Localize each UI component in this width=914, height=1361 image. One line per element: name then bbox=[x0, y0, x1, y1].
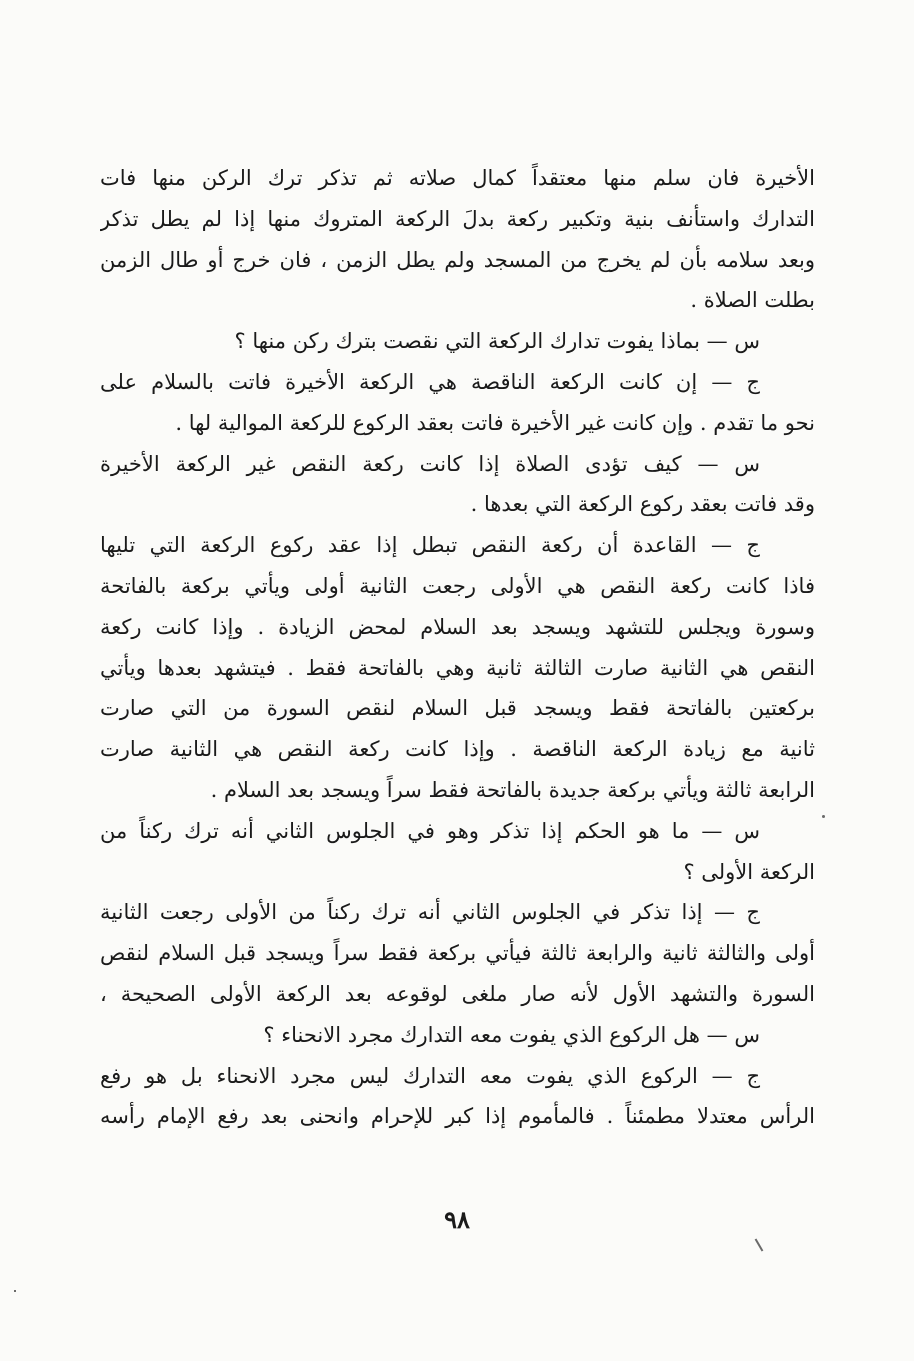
text-line: ج — إذا تذكر في الجلوس الثاني أنه ترك ركناً من الأولى رجعت الثانية bbox=[100, 900, 760, 925]
text-line: وبعد سلامه بأن لم يخرج من المسجد ولم يطل الزمن ، فان خرج أو طال الزمن bbox=[100, 247, 815, 272]
text-line: بطلت الصلاة . bbox=[690, 288, 815, 313]
text-line: أولى والثالثة ثانية والرابعة ثالثة فيأتي بركعة فقط سراً ويسجد قبل السلام لنقص bbox=[100, 941, 815, 966]
text-line: الرابعة ثالثة ويأتي بركعة جديدة بالفاتحة فقط سراً ويسجد بعد السلام . bbox=[210, 777, 815, 802]
text-line: س — ما هو الحكم إذا تذكر وهو في الجلوس الثاني أنه ترك ركناً من bbox=[100, 818, 760, 843]
text-line: ثانية مع زيادة الركعة الناقصة . وإذا كانت ركعة النقص هي الثانية صارت bbox=[100, 737, 815, 762]
text-line: وسورة ويجلس للتشهد ويسجد بعد السلام لمحض الزيادة . وإذا كانت ركعة bbox=[100, 614, 815, 639]
text-line: س — بماذا يفوت تدارك الركعة التي نقصت بترك ركن منها ؟ bbox=[234, 329, 760, 354]
text-line: ج — القاعدة أن ركعة النقص تبطل إذا عقد ركوع الركعة التي تليها bbox=[100, 533, 760, 558]
scan-speck bbox=[822, 815, 825, 818]
text-line: وقد فاتت بعقد ركوع الركعة التي بعدها . bbox=[470, 492, 815, 517]
text-line: نحو ما تقدم . وإن كانت غير الأخيرة فاتت بعقد الركوع للركعة الموالية لها . bbox=[175, 410, 815, 435]
text-line: الرأس معتدلا مطمئناً . فالمأموم إذا كبر للإحرام وانحنى بعد رفع الإمام رأسه bbox=[100, 1104, 815, 1129]
text-line: س — كيف تؤدى الصلاة إذا كانت ركعة النقص غير الركعة الأخيرة bbox=[100, 451, 760, 476]
text-line: ج — الركوع الذي يفوت معه التدارك ليس مجرد الانحناء بل هو رفع bbox=[100, 1063, 760, 1088]
scan-speck bbox=[755, 1238, 764, 1251]
page-number: ٩٨ bbox=[444, 1205, 470, 1234]
text-line: النقص هي الثانية صارت الثالثة ثانية وهي بالفاتحة فقط . فيتشهد بعدها ويأتي bbox=[100, 655, 815, 680]
scan-speck bbox=[14, 1290, 16, 1292]
text-line: بركعتين بالفاتحة فقط ويسجد قبل السلام لنقص السورة من التي صارت bbox=[100, 696, 815, 721]
text-line: التدارك واستأنف بنية وتكبير ركعة بدلَ الركعة المتروك منها إذا لم يطل تذكر bbox=[100, 206, 815, 231]
text-line: الركعة الأولى ؟ bbox=[683, 859, 815, 884]
text-line: الأخيرة فان سلم منها معتقداً كمال صلاته ثم تذكر ترك الركن منها فات bbox=[100, 166, 815, 190]
text-line: س — هل الركوع الذي يفوت معه التدارك مجرد الانحناء ؟ bbox=[263, 1022, 760, 1047]
text-line: ج — إن كانت الركعة الناقصة هي الركعة الأخيرة فاتت بالسلام على bbox=[100, 369, 760, 394]
text-line: فاذا كانت ركعة النقص هي الأولى رجعت الثانية أولى ويأتي بركعة بالفاتحة bbox=[100, 573, 815, 598]
body-text bbox=[100, 158, 815, 1137]
text-line: السورة والتشهد الأول لأنه صار ملغى لوقوعه بعد الركعة الأولى الصحيحة ، bbox=[100, 981, 815, 1006]
